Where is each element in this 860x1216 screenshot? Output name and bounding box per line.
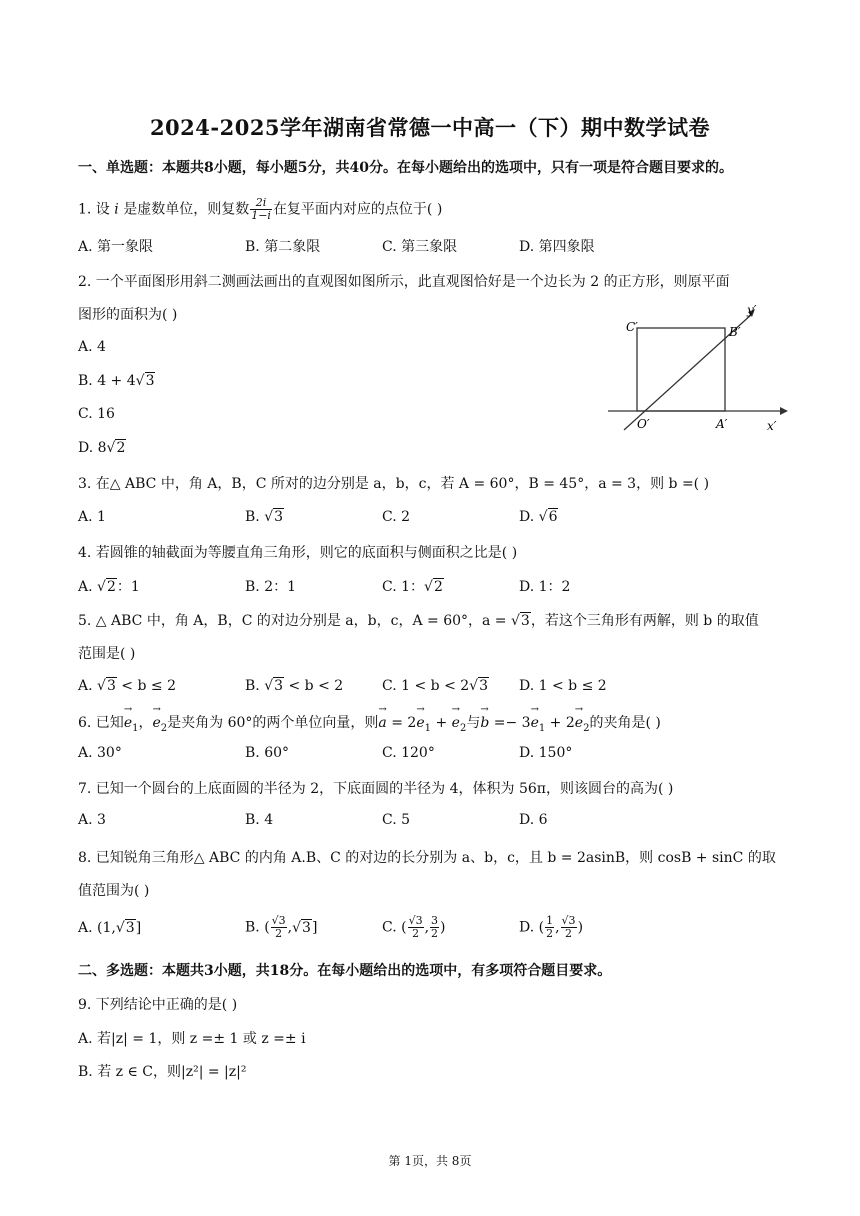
q6-option-a: A. 30° (78, 745, 122, 761)
q8-option-b: B. ( $\frac{√3}{2}$ ,√3] (245, 914, 318, 940)
q5-option-a: A. √3 < b ≤ 2 (78, 678, 176, 694)
question-8-line-1: 8. 已知锐角三角形△ ABC 的内角 A.B、C 的对边的长分别为 a、b，c，且 b = 2asinB，则 cosB + sinC 的取 (78, 850, 776, 866)
question-9: 9. 下列结论中正确的是( ) (78, 997, 238, 1013)
q1-option-c: C. 第三象限 (382, 239, 458, 255)
q4-option-b: B. 2：1 (245, 579, 297, 595)
oblique-square-figure (604, 302, 788, 436)
q7-option-a: A. 3 (78, 812, 106, 828)
section-single-choice: 一、单选题：本题共8小题，每小题5分，共40分。在每小题给出的选项中，只有一项是符合题目要求的。 (78, 160, 733, 176)
q4-option-a: A. √2：1 (78, 579, 140, 595)
q2-option-a: A. 4 (78, 339, 106, 355)
q5-option-d: D. 1 < b ≤ 2 (519, 678, 607, 694)
q1-option-b: B. 第二象限 (245, 239, 321, 255)
question-5-line-2: 范围是( ) (78, 646, 136, 662)
q3-option-d: D. √6 (519, 509, 558, 525)
q5-option-c: C. 1 < b < 2√3 (382, 678, 488, 694)
label-c: C′ (626, 320, 638, 334)
q7-option-d: D. 6 (519, 812, 548, 828)
fraction: $\frac{2i}{1-i}$ (251, 196, 271, 222)
q2-option-c: C. 16 (78, 406, 115, 422)
q3-option-c: C. 2 (382, 509, 411, 525)
q6-option-c: C. 120° (382, 745, 435, 761)
question-7: 7. 已知一个圆台的上底面圆的半径为 2，下底面圆的半径为 4，体积为 56π，则该圆台的高为( ) (78, 781, 674, 797)
page-footer: 第 1页，共 8页 (388, 1154, 472, 1168)
q9-option-a: A. 若|z| = 1，则 z =± 1 或 z =± i (78, 1031, 306, 1047)
question-3: 3. 在△ ABC 中，角 A，B，C 所对的边分别是 a，b，c，若 A = 60°，B = 45°，a = 3，则 b =( ) (78, 476, 710, 492)
q4-option-d: D. 1：2 (519, 579, 571, 595)
q6-option-d: D. 150° (519, 745, 573, 761)
label-b: B′ (729, 325, 741, 339)
question-4: 4. 若圆锥的轴截面为等腰直角三角形，则它的底面积与侧面积之比是( ) (78, 545, 518, 561)
q5-option-b: B. √3 < b < 2 (245, 678, 344, 694)
question-5-line-1: 5. △ ABC 中，角 A，B，C 的对边分别是 a，b，c，A = 60°，a = √3，若这个三角形有两解，则 b 的取值 (78, 613, 759, 629)
q4-option-c: C. 1：√2 (382, 579, 443, 595)
q3-option-b: B. √3 (245, 509, 284, 525)
q2-option-d: D. 8√2 (78, 440, 126, 456)
question-2-line-2: 图形的面积为( ) (78, 307, 178, 323)
q8-option-c: C. ( $\frac{√3}{2}$ , $\frac{3}{2}$ ) (382, 914, 446, 940)
label-a: A′ (716, 417, 728, 431)
x-axis-arrow (780, 407, 788, 415)
q6-option-b: B. 60° (245, 745, 290, 761)
label-x: x′ (767, 419, 777, 433)
q7-option-b: B. 4 (245, 812, 274, 828)
square-outline (637, 328, 725, 411)
q2-option-b: B. 4 + 4√3 (78, 373, 155, 389)
question-2-line-1: 2. 一个平面图形用斜二测画法画出的直观图如图所示，此直观图恰好是一个边长为 2 的正方形，则原平面 (78, 274, 730, 290)
q3-option-a: A. 1 (78, 509, 106, 525)
q7-option-c: C. 5 (382, 812, 411, 828)
q8-option-d: D. ( $\frac{1}{2}$ , $\frac{√3}{2}$ ) (519, 914, 584, 940)
q8-option-a: A. (1,√3] (78, 920, 142, 936)
question-6: 6. 已知→ $e_1$，→ $e_2$是夹角为 60°的两个单位向量，则→ $a = 2\to e_1$ + → $e_2$与→ $b =- 3\to e_1 + 2\to e_2$的夹角是( ) (78, 712, 661, 734)
question-1: 1. 设 i 是虚数单位，则复数 $\frac{2i}{1-i}$ 在复平面内对应的点位于( ) (78, 196, 443, 222)
q1-option-d: D. 第四象限 (519, 239, 595, 255)
label-o: O′ (637, 417, 650, 431)
q9-option-b: B. 若 z ∈ C，则|z²| = |z|² (78, 1064, 247, 1080)
label-y: y′ (747, 303, 757, 317)
q1-option-a: A. 第一象限 (78, 239, 154, 255)
page-title: 2024-2025学年湖南省常德一中高一（下）期中数学试卷 (149, 115, 711, 140)
question-8-line-2: 值范围为( ) (78, 883, 150, 899)
section-multiple-choice: 二、多选题：本题共3小题，共18分。在每小题给出的选项中，有多项符合题目要求。 (78, 963, 612, 979)
